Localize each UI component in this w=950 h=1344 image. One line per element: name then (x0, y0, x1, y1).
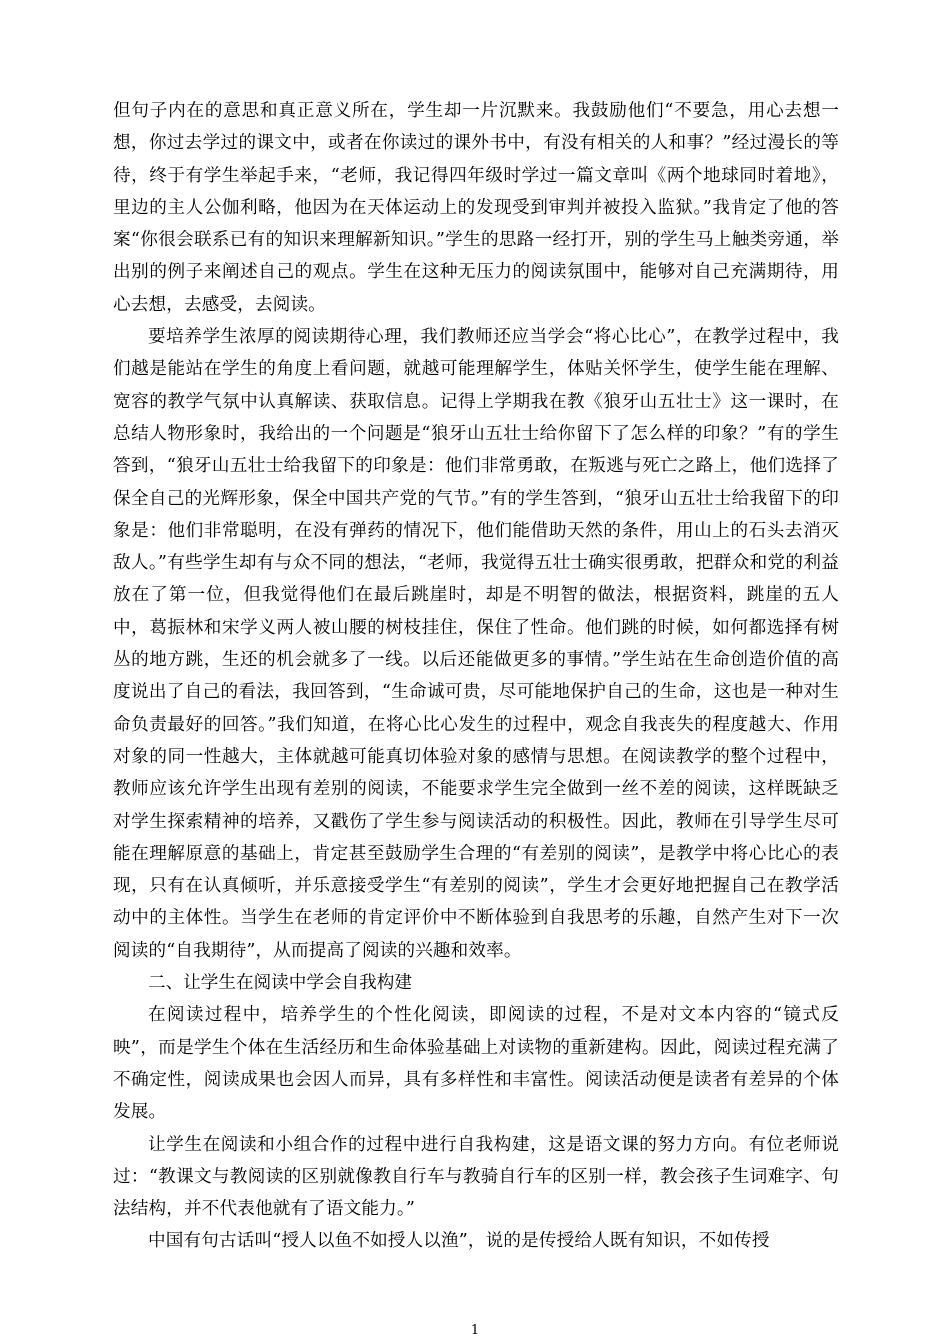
section-heading: 二、让学生在阅读中学会自我构建 (148, 973, 412, 994)
paragraph-personalized-reading: 在阅读过程中，培养学生的个性化阅读，即阅读的过程，不是对文本内容的“镜式反映”，而是学生个体在生活经历和生命体验基础上对读物的重新建构。因此，阅读过程充满了不确定性，阅读成果也会因人而异，具有多样性和丰富性。阅读活动便是读者有差异的个体发展。 (113, 1005, 839, 1123)
paragraph-proverb: 中国有句古话叫“授人以鱼不如授人以渔”，说的是传授给人既有知识，不如传授 (148, 1231, 770, 1252)
paragraph-reading-expectation: 要培养学生浓厚的阅读期待心理，我们教师还应当学会“将心比心”，在教学过程中，我们越是能站在学生的角度上看问题，就越可能理解学生，体贴关怀学生，使学生能在理解、宽容的教学气氛中认真解读、获取信息。记得上学期我在教《狼牙山五壮士》这一课时，在总结人物形象时，我给出的一个问题是“狼牙山五壮士给你留下了怎么样的印象？”有的学生答到，“狼牙山五壮士给我留下的印象是：他们非常勇敢，在叛逃与死亡之路上，他们选择了保全自己的光辉形象，保全中国共产党的气节。”有的学生答到，“狼牙山五壮士给我留下的印象是：他们非常聪明，在没有弹药的情况下，他们能借助天然的条件，用山上的石头去消灭敌人。”有些学生却有与众不同的想法，“老师，我觉得五壮士确实很勇敢，把群众和党的利益放在了第一位，但我觉得他们在最后跳崖时，却是不明智的做法，根据资料，跳崖的五人中，葛振林和宋学义两人被山腰的树枝挂住，保住了性命。他们跳的时候，如何都选择有树丛的地方跳，生还的机会就多了一线。以后还能做更多的事情。”学生站在生命创造价值的高度说出了自己的看法，我回答到，“生命诚可贵，尽可能地保护自己的生命，这也是一种对生命负责最好的回答。”我们知道，在将心比心发生的过程中，观念自我丧失的程度越大、作用对象的同一性越大，主体就越可能真切体验对象的感情与思想。在阅读教学的整个过程中，教师应该允许学生出现有差别的阅读，不能要求学生完全做到一丝不差的阅读，这样既缺乏对学生探索精神的培养，又戳伤了学生参与阅读活动的积极性。因此，教师在引导学生尽可能在理解原意的基础上，肯定甚至鼓励学生合理的“有差别的阅读”，是教学中将心比心的表现，只有在认真倾听，并乐意接受学生“有差别的阅读”，学生才会更好地把握自己在教学活动中的主体性。当学生在老师的肯定评价中不断体验到自我思考的乐趣，自然产生对下一次阅读的“自我期待”，从而提高了阅读的兴趣和效率。 (113, 327, 839, 961)
page-number: 1 (470, 1323, 480, 1338)
paragraph-self-construction: 让学生在阅读和小组合作的过程中进行自我构建，这是语文课的努力方向。有位老师说过：“教课文与教阅读的区别就像教自行车与教骑自行车的区别一样，教会孩子生词难字、句法结构，并不代表他就有了语文能力。” (113, 1134, 839, 1220)
document-body (113, 95, 839, 1258)
paragraph-continuation: 但句子内在的意思和真正意义所在，学生却一片沉默来。我鼓励他们“不要急，用心去想一想，你过去学过的课文中，或者在你读过的课外书中，有没有相关的人和事？”经过漫长的等待，终于有学生举起手来，“老师，我记得四年级时学过一篇文章叫《两个地球同时着地》，里边的主人公伽利略，他因为在天体运动上的发现受到审判并被投入监狱。”我肯定了他的答案“你很会联系已有的知识来理解新知识。”学生的思路一经打开，别的学生马上触类旁通，举出别的例子来阐述自己的观点。学生在这种无压力的阅读氛围中，能够对自己充满期待，用心去想，去感受，去阅读。 (113, 101, 839, 315)
